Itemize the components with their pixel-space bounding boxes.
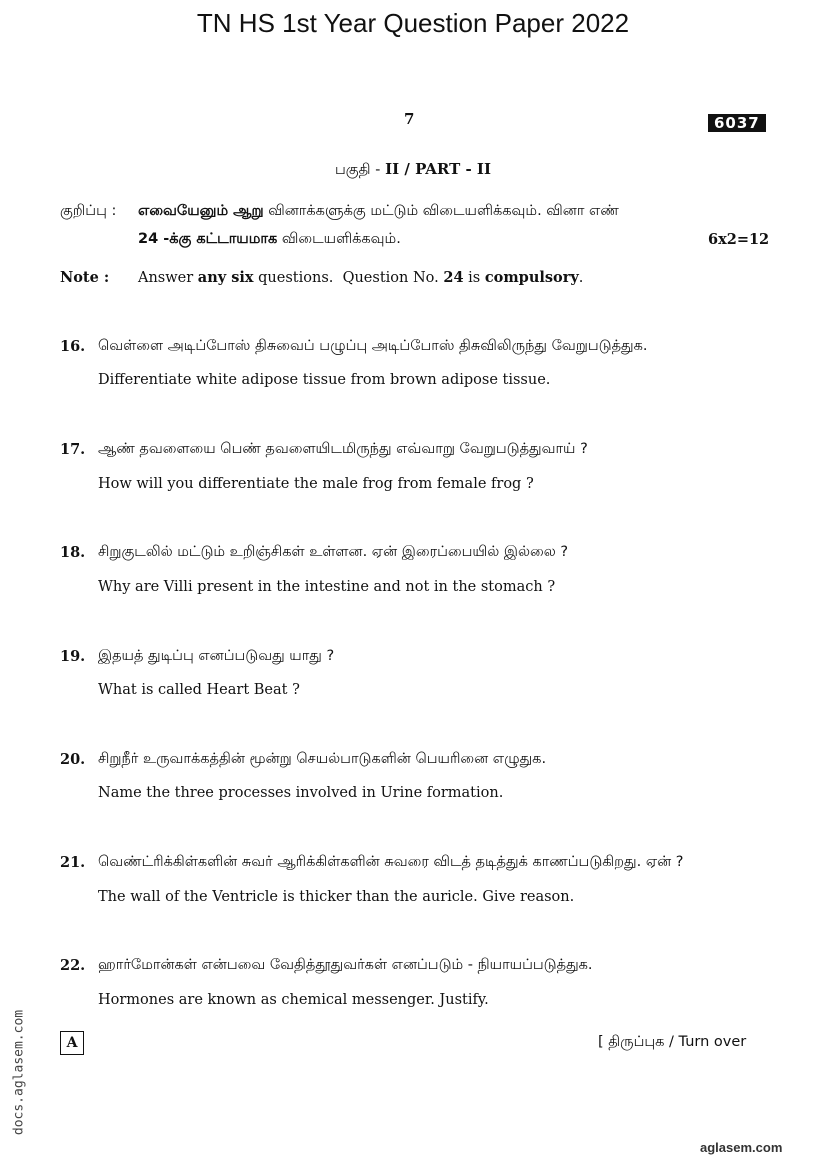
paper-title: TN HS 1st Year Question Paper 2022 <box>196 8 630 38</box>
question-english: How will you differentiate the male frog from female frog ? <box>98 476 534 492</box>
question-tamil: சிறுநீர் உருவாக்கத்தின் மூன்று செயல்பாடுகளின் பெயரினை எழுதுக. <box>98 751 547 767</box>
site-footer-link[interactable]: aglasem.com <box>700 1140 783 1155</box>
question-tamil: ஹார்மோன்கள் என்பவை வேதித்தூதுவர்கள் எனப்படும் - நியாயப்படுத்துக. <box>98 957 593 973</box>
question-number: 22. <box>60 957 86 974</box>
note-english-bold2: 24 <box>443 269 464 286</box>
watermark-text: docs.aglasem.com <box>11 1009 27 1136</box>
question-number: 18. <box>60 544 86 561</box>
note-tamil-line2 <box>138 231 401 249</box>
question-tamil: வெள்ளை அடிப்போஸ் திசுவைப் பழுப்பு அடிப்போஸ் திசுவிலிருந்து வேறுபடுத்துக. <box>98 338 648 354</box>
question-english: Differentiate white adipose tissue from brown adipose tissue. <box>98 372 551 388</box>
question-number: 20. <box>60 751 86 768</box>
question-english: Why are Villi present in the intestine and not in the stomach ? <box>98 579 556 595</box>
note-english-part4: . <box>578 270 584 286</box>
note-tamil-line1 <box>138 203 619 221</box>
part-heading-tamil: பகுதி <box>335 162 371 178</box>
paper-code-badge: 6037 <box>708 114 766 132</box>
note-tamil-line1-bold: எவையேனும் ஆறு <box>138 203 264 219</box>
question-tamil: ஆண் தவளையை பெண் தவளையிடமிருந்து எவ்வாறு வேறுபடுத்துவாய் ? <box>98 441 588 457</box>
question-english: Name the three processes involved in Urine formation. <box>98 785 504 801</box>
question-english: What is called Heart Beat ? <box>98 682 300 698</box>
note-tamil-line2-bold: 24 -க்கு கட்டாயமாக <box>138 231 278 247</box>
note-english-bold1: any six <box>197 269 254 286</box>
marks-scheme: 6x2=12 <box>708 231 770 248</box>
question-number: 16. <box>60 338 86 355</box>
part-heading-sep: - <box>370 160 386 178</box>
part-heading-roman: II / PART - II <box>385 160 491 178</box>
note-english-bold3: compulsory <box>484 269 579 286</box>
note-english-label: Note : <box>60 269 110 286</box>
note-tamil-line1-rest: வினாக்களுக்கு மட்டும் விடையளிக்கவும். வினா எண் <box>263 203 619 219</box>
question-tamil: இதயத் துடிப்பு எனப்படுவது யாது ? <box>98 648 335 664</box>
page-number: 7 <box>404 110 415 128</box>
booklet-series-box: A <box>60 1031 84 1055</box>
question-number: 21. <box>60 854 86 871</box>
question-english: The wall of the Ventricle is thicker than the auricle. Give reason. <box>98 889 575 905</box>
question-number: 19. <box>60 648 86 665</box>
note-english-part3: is <box>463 270 485 286</box>
note-english-text <box>138 269 583 286</box>
question-tamil: சிறுகுடலில் மட்டும் உறிஞ்சிகள் உள்ளன. ஏன் இரைப்பையில் இல்லை ? <box>98 544 569 560</box>
question-english: Hormones are known as chemical messenger. Justify. <box>98 992 489 1008</box>
note-tamil-label: குறிப்பு : <box>60 203 117 219</box>
part-heading <box>0 160 826 180</box>
note-english-part1: Answer <box>138 270 198 286</box>
turn-over-text: [ திருப்புக / Turn over <box>598 1034 747 1050</box>
note-tamil-line2-rest: விடையளிக்கவும். <box>277 231 401 247</box>
question-number: 17. <box>60 441 86 458</box>
question-tamil: வெண்ட்ரிக்கிள்களின் சுவர் ஆரிக்கிள்களின் சுவரை விடத் தடித்துக் காணப்படுகிறது. ஏன் ? <box>98 854 684 870</box>
note-english-part2: questions. Question No. <box>253 270 444 286</box>
